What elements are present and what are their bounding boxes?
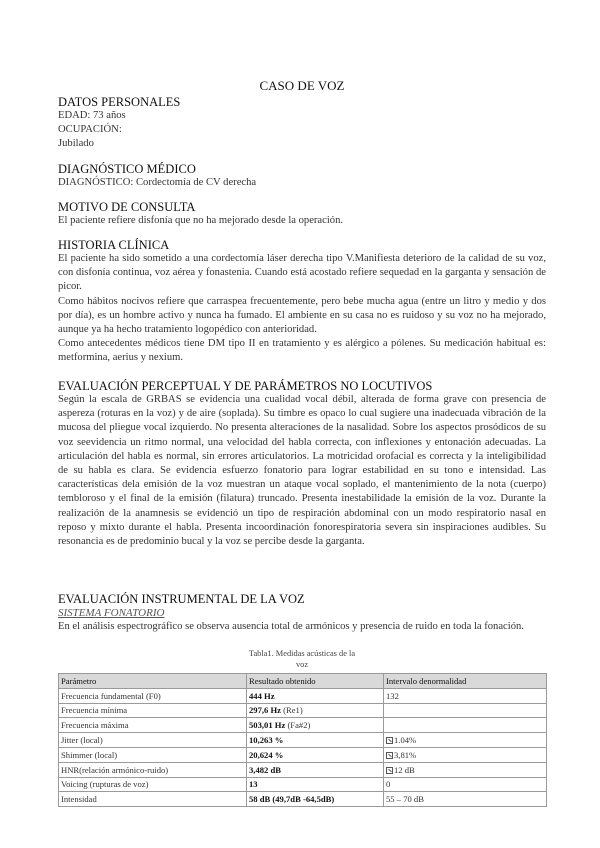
header-intervalo: Intervalo denormalidad	[384, 674, 547, 689]
heading-diagnostico: DIAGNÓSTICO MÉDICO	[58, 162, 196, 176]
section-evaluacion-instrumental	[58, 592, 546, 634]
cell-resultado	[247, 792, 384, 807]
cell-intervalo	[384, 777, 547, 792]
edit-mark-icon	[386, 737, 393, 744]
resultado-value: 444 Hz	[249, 690, 275, 701]
cell-parametro: Frecuencia mínima	[59, 703, 247, 718]
resultado-value: 13	[249, 779, 258, 790]
document-title: CASO DE VOZ	[259, 78, 345, 93]
edad-line: EDAD: 73 años	[58, 110, 126, 121]
cell-resultado	[247, 777, 384, 792]
section-historia	[58, 238, 546, 366]
table-row	[59, 792, 547, 807]
cell-intervalo	[384, 747, 547, 762]
heading-evaluacion-perceptual: EVALUACIÓN PERCEPTUAL Y DE PARÁMETROS NO LOCUTIVOS	[58, 379, 433, 393]
table-row	[59, 703, 547, 718]
section-evaluacion-perceptual	[58, 379, 546, 549]
heading-evaluacion-instrumental: EVALUACIÓN INSTRUMENTAL DE LA VOZ	[58, 592, 305, 606]
cell-intervalo	[384, 688, 547, 703]
cell-intervalo	[384, 718, 547, 733]
table-row	[59, 733, 547, 748]
intervalo-value: 132	[386, 690, 399, 701]
table-row	[59, 718, 547, 733]
cell-parametro: Frecuencia fundamental (F0)	[59, 688, 247, 703]
cell-parametro: HNR(relación armónico-ruido)	[59, 762, 247, 777]
cell-intervalo	[384, 703, 547, 718]
cell-resultado	[247, 733, 384, 748]
section-datos-personales	[58, 95, 546, 152]
table-header-row	[59, 674, 547, 689]
header-resultado: Resultado obtenido	[247, 674, 384, 689]
table-row	[59, 777, 547, 792]
diagnostico-text: DIAGNÓSTICO: Cordectomía de CV derecha	[58, 177, 257, 188]
resultado-note: (Fa#2)	[287, 720, 311, 731]
cell-resultado	[247, 688, 384, 703]
acoustic-measures-table	[58, 673, 547, 807]
table-caption: Tabla1. Medidas acústicas de la voz	[248, 649, 356, 669]
section-motivo	[58, 200, 546, 228]
historia-paragraph-1: El paciente ha sido sometido a una cordectomía láser derecha tipo V.Manifiesta deterioro de la calidad de su voz, con disfonía continua, voz aérea y fonastenia. Cuando está acostado refiere sequedad en la garganta y sensación de picor.	[58, 253, 546, 293]
resultado-value: 3,482 dB	[249, 764, 281, 775]
heading-motivo: MOTIVO DE CONSULTA	[58, 200, 196, 214]
section-diagnostico	[58, 162, 546, 190]
historia-paragraph-2: Como hábitos nocivos refiere que carraspea frecuentemente, pero bebe mucha agua (entre un litro y medio y dos por día), es un hombre activo y nunca ha fumado. El ambiente en su casa no es ruidoso y su voz no ha mejorado, aunque ya ha hecho tratamiento logopédico con anterioridad.	[58, 295, 546, 336]
intervalo-value: 1.04%	[394, 735, 417, 746]
cell-parametro: Intensidad	[59, 792, 247, 807]
resultado-value: 503,01 Hz	[249, 720, 286, 731]
cell-intervalo	[384, 792, 547, 807]
intervalo-value: 0	[386, 779, 391, 790]
resultado-value: 20,624 %	[249, 749, 284, 760]
cell-resultado	[247, 747, 384, 762]
evaluacion-perceptual-text: Según la escala de GRBAS se evidencia una cualidad vocal débil, alterada de forma grave con presencia de aspereza (roturas en la voz) y de aire (soplada). Su timbre es opaco lo cual sugiere una inadecuada vibración de la mucosa del pliegue vocal izquierdo. No presenta alteraciones de la nasalidad. Sobre los aspectos prosódicos de su voz seevidencia un ritmo normal, una velocidad del habla correcta, con inflexiones y entonación adecuadas. La articulación del habla es normal, sin errores articulatorios. La motricidad orofacial es correcta y la inteligibilidad de su habla es clara. Se evidencia esfuerzo fonatorio para lograr estabilidad en su tono e intensidad. Las características dela emisión de la voz muestran un ataque vocal soplado, el mantenimiento de la nota (cuerpo) tembloroso y el final de la emisión (filatura) truncado. Presenta inestabilidade la emisión de la voz. Durante la realización de la anamnesis se evidenció un tipo de respiración abdominal con un modo respiratorio nasal en reposo y mixto durante el habla. Presenta incoordinación fonorespiratoria severa sin inspiraciones audibles. Su resonancia es de predominio bucal y la voz se percibe desde la garganta.	[58, 394, 546, 548]
evaluacion-instrumental-text: En el análisis espectrográfico se observa ausencia total de armónicos y presencia de ruido en toda la fonación.	[58, 621, 524, 632]
edit-mark-icon	[386, 752, 393, 759]
historia-paragraph-3: Como antecedentes médicos tiene DM tipo II en tratamiento y es alérgico a pólenes. Su medicación habitual es: metformina, aerius y nexium.	[58, 338, 546, 364]
cell-parametro: Jitter (local)	[59, 733, 247, 748]
table-row	[59, 747, 547, 762]
jubilado-line: Jubilado	[58, 138, 94, 150]
subheading-sistema-fonatorio: SISTEMA FONATORIO	[58, 607, 165, 619]
cell-parametro: Frecuencia máxima	[59, 718, 247, 733]
table-row	[59, 688, 547, 703]
resultado-value: 58 dB (49,7dB -64,5dB)	[249, 794, 335, 805]
heading-datos-personales: DATOS PERSONALES	[58, 95, 181, 109]
intervalo-value: 12 dB	[394, 764, 415, 775]
resultado-value: 10,263 %	[249, 735, 284, 746]
header-parametro: Parámetro	[59, 674, 247, 689]
heading-historia: HISTORIA CLÍNICA	[58, 238, 170, 252]
resultado-note: (Re1)	[283, 705, 303, 716]
cell-resultado	[247, 703, 384, 718]
edit-mark-icon	[386, 767, 393, 774]
cell-resultado	[247, 762, 384, 777]
resultado-value: 297,6 Hz	[249, 705, 281, 716]
cell-intervalo	[384, 733, 547, 748]
cell-resultado	[247, 718, 384, 733]
cell-parametro: Voicing (rupturas de voz)	[59, 777, 247, 792]
table-row	[59, 762, 547, 777]
ocupacion-line: OCUPACIÓN:	[58, 124, 122, 136]
cell-parametro: Shimmer (local)	[59, 747, 247, 762]
cell-intervalo	[384, 762, 547, 777]
motivo-text: El paciente refiere disfonía que no ha mejorado desde la operación.	[58, 215, 344, 226]
intervalo-value: 55 – 70 dB	[386, 794, 424, 805]
intervalo-value: 3,81%	[394, 749, 417, 760]
